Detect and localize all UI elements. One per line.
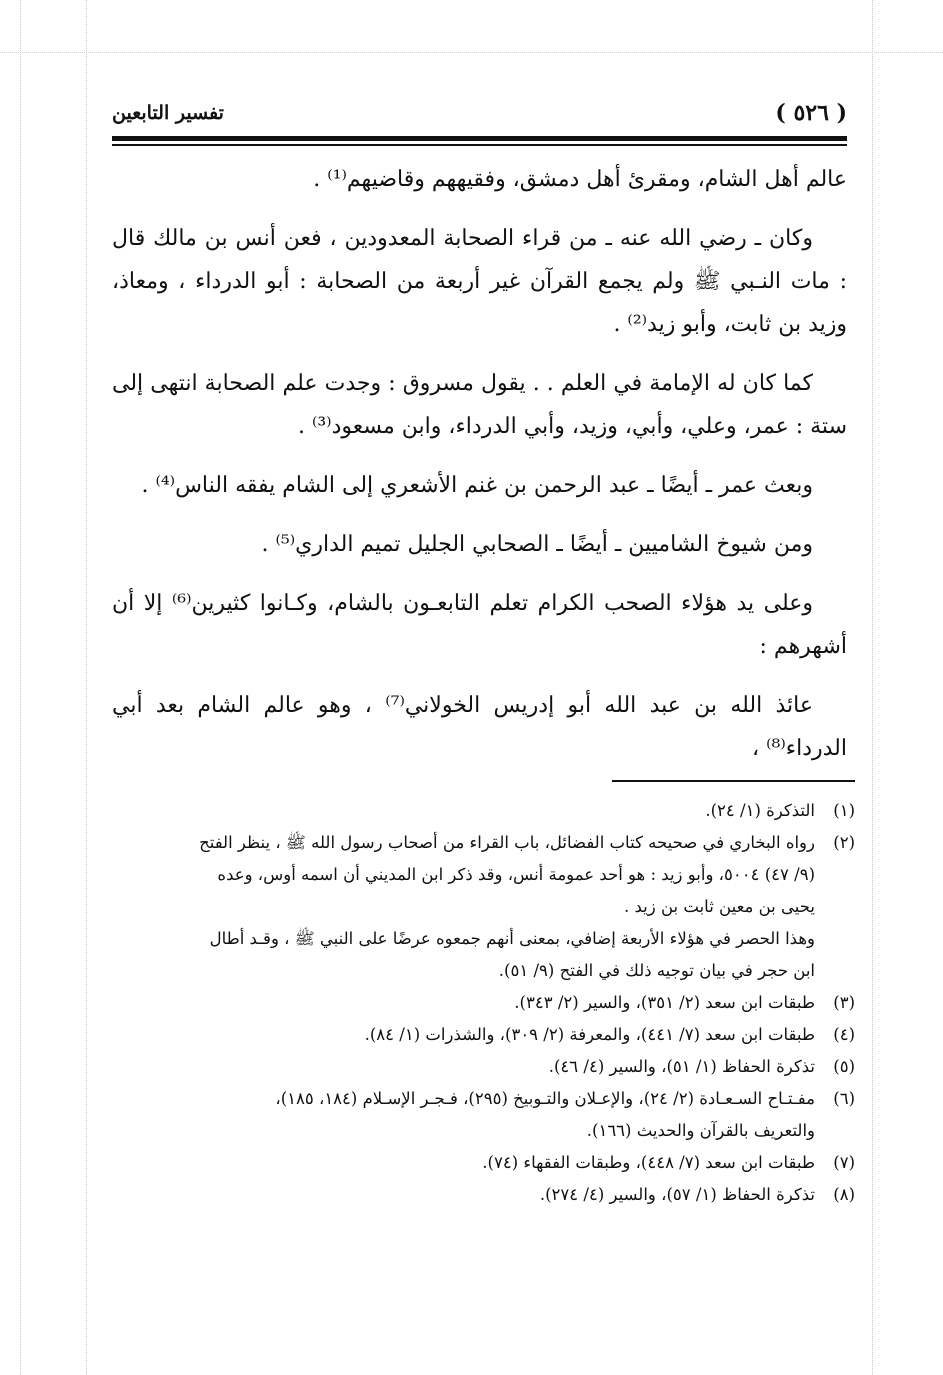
paragraph: عالم أهل الشام، ومقرئ أهل دمشق، وفقيههم وقاضيهم⁽¹⁾ .: [313, 167, 847, 192]
footnote: [112, 1019, 855, 1051]
paragraph: وعلى يد هؤلاء الصحب الكرام تعلم التابعـون بالشام، وكـانوا كثيرين⁽⁶⁾ إلا أن أشهرهم :: [112, 591, 847, 659]
scan-guide-line: [86, 0, 87, 1375]
footnote-line: رواه البخاري في صحيحه كتاب الفضائل، باب القراء من أصحاب رسول الله ﷺ ، ينظر الفتح: [199, 833, 815, 852]
footnote-number: (٤): [833, 1025, 855, 1044]
paragraph: كما كان له الإمامة في العلم . . يقول مسروق : وجدت علم الصحابة انتهى إلى ستة : عمر، وعلي، وأبي، وزيد، وأبي الدرداء، وابن مسعود⁽³⁾ .: [112, 371, 847, 439]
paragraph: ومن شيوخ الشاميين ـ أيضًا ـ الصحابي الجليل تميم الداري⁽⁵⁾ .: [261, 532, 813, 557]
footnote-number: (٣): [833, 993, 855, 1012]
footnote-number: (١): [833, 801, 855, 820]
footnote-line: مفـتـاح السـعـادة (٢/ ٢٤)، والإعـلان والتـوبيخ (٢٩٥)، فـجـر الإسـلام (١٨٤، ١٨٥)،: [275, 1089, 815, 1108]
footnote-line: وهذا الحصر في هؤلاء الأربعة إضافي، بمعنى أنهم جمعوه عرضًا على النبي ﷺ ، وقـد أطال: [209, 929, 815, 948]
footnote-line: تذكرة الحفاظ (١/ ٥١)، والسير (٤/ ٤٦).: [548, 1057, 815, 1076]
footnote-line: طبقات ابن سعد (٧/ ٤٤٨)، وطبقات الفقهاء (٧٤).: [482, 1153, 815, 1172]
scan-guide-line: [20, 0, 21, 1375]
scan-guide-line: [0, 52, 943, 53]
footnote: [112, 1083, 855, 1147]
scan-guide-line: [872, 0, 873, 1375]
footnote: [112, 1179, 855, 1211]
footnote-line: طبقات ابن سعد (٧/ ٤٤١)، والمعرفة (٢/ ٣٠٩)، والشذرات (١/ ٨٤).: [364, 1025, 815, 1044]
paragraph: وبعث عمر ـ أيضًا ـ عبد الرحمن بن غنم الأشعري إلى الشام يفقه الناس⁽⁴⁾ .: [141, 473, 813, 498]
footnote: [112, 795, 855, 827]
paragraph: وكان ـ رضي الله عنه ـ من قراء الصحابة المعدودين ، فعن أنس بن مالك قال : مات النـبي ﷺ ولم يجمع القرآن غير أربعة من الصحابة : أبو الدرداء ، ومعاذ، وزيد بن ثابت، وأبو زيد⁽²⁾ .: [112, 226, 847, 337]
footnote-separator: [612, 780, 855, 782]
header-rule-thin: [112, 144, 847, 146]
footnote: [112, 1147, 855, 1179]
footnote: [112, 1051, 855, 1083]
book-title: تفسير التابعين: [112, 102, 224, 124]
footnote-number: (٥): [833, 1057, 855, 1076]
footnote: [112, 827, 855, 987]
footnote-line: يحيى بن معين ثابت بن زيد .: [624, 897, 815, 916]
paragraph: عائذ الله بن عبد الله أبو إدريس الخولاني⁽⁷⁾ ، وهو عالم الشام بعد أبي الدرداء⁽⁸⁾ ،: [112, 693, 847, 761]
page-header: [112, 98, 847, 132]
footnote-number: (٧): [833, 1153, 855, 1172]
header-rule-thick: [112, 136, 847, 141]
footnote-number: (٨): [833, 1185, 855, 1204]
page-number: ( ٥٢٦ ): [775, 100, 847, 126]
footnote-line: طبقات ابن سعد (٢/ ٣٥١)، والسير (٢/ ٣٤٣).: [514, 993, 815, 1012]
main-text: [112, 158, 847, 786]
footnotes: [112, 795, 855, 1211]
footnote-line: ابن حجر في بيان توجيه ذلك في الفتح (٩/ ٥١).: [498, 961, 815, 980]
footnote-line: والتعريف بالقرآن والحديث (١٦٦).: [586, 1121, 815, 1140]
footnote: [112, 987, 855, 1019]
footnote-line: تذكرة الحفاظ (١/ ٥٧)، والسير (٤/ ٢٧٤).: [539, 1185, 815, 1204]
footnote-line: (٩/ ٤٧) ٥٠٠٤، وأبو زيد : هو أحد عمومة أنس، وقد ذكر ابن المديني أن اسمه أوس، وعده: [217, 865, 815, 884]
footnote-number: (٦): [833, 1089, 855, 1108]
footnote-number: (٢): [833, 833, 855, 852]
footnote-line: التذكرة (١/ ٢٤).: [705, 801, 815, 820]
